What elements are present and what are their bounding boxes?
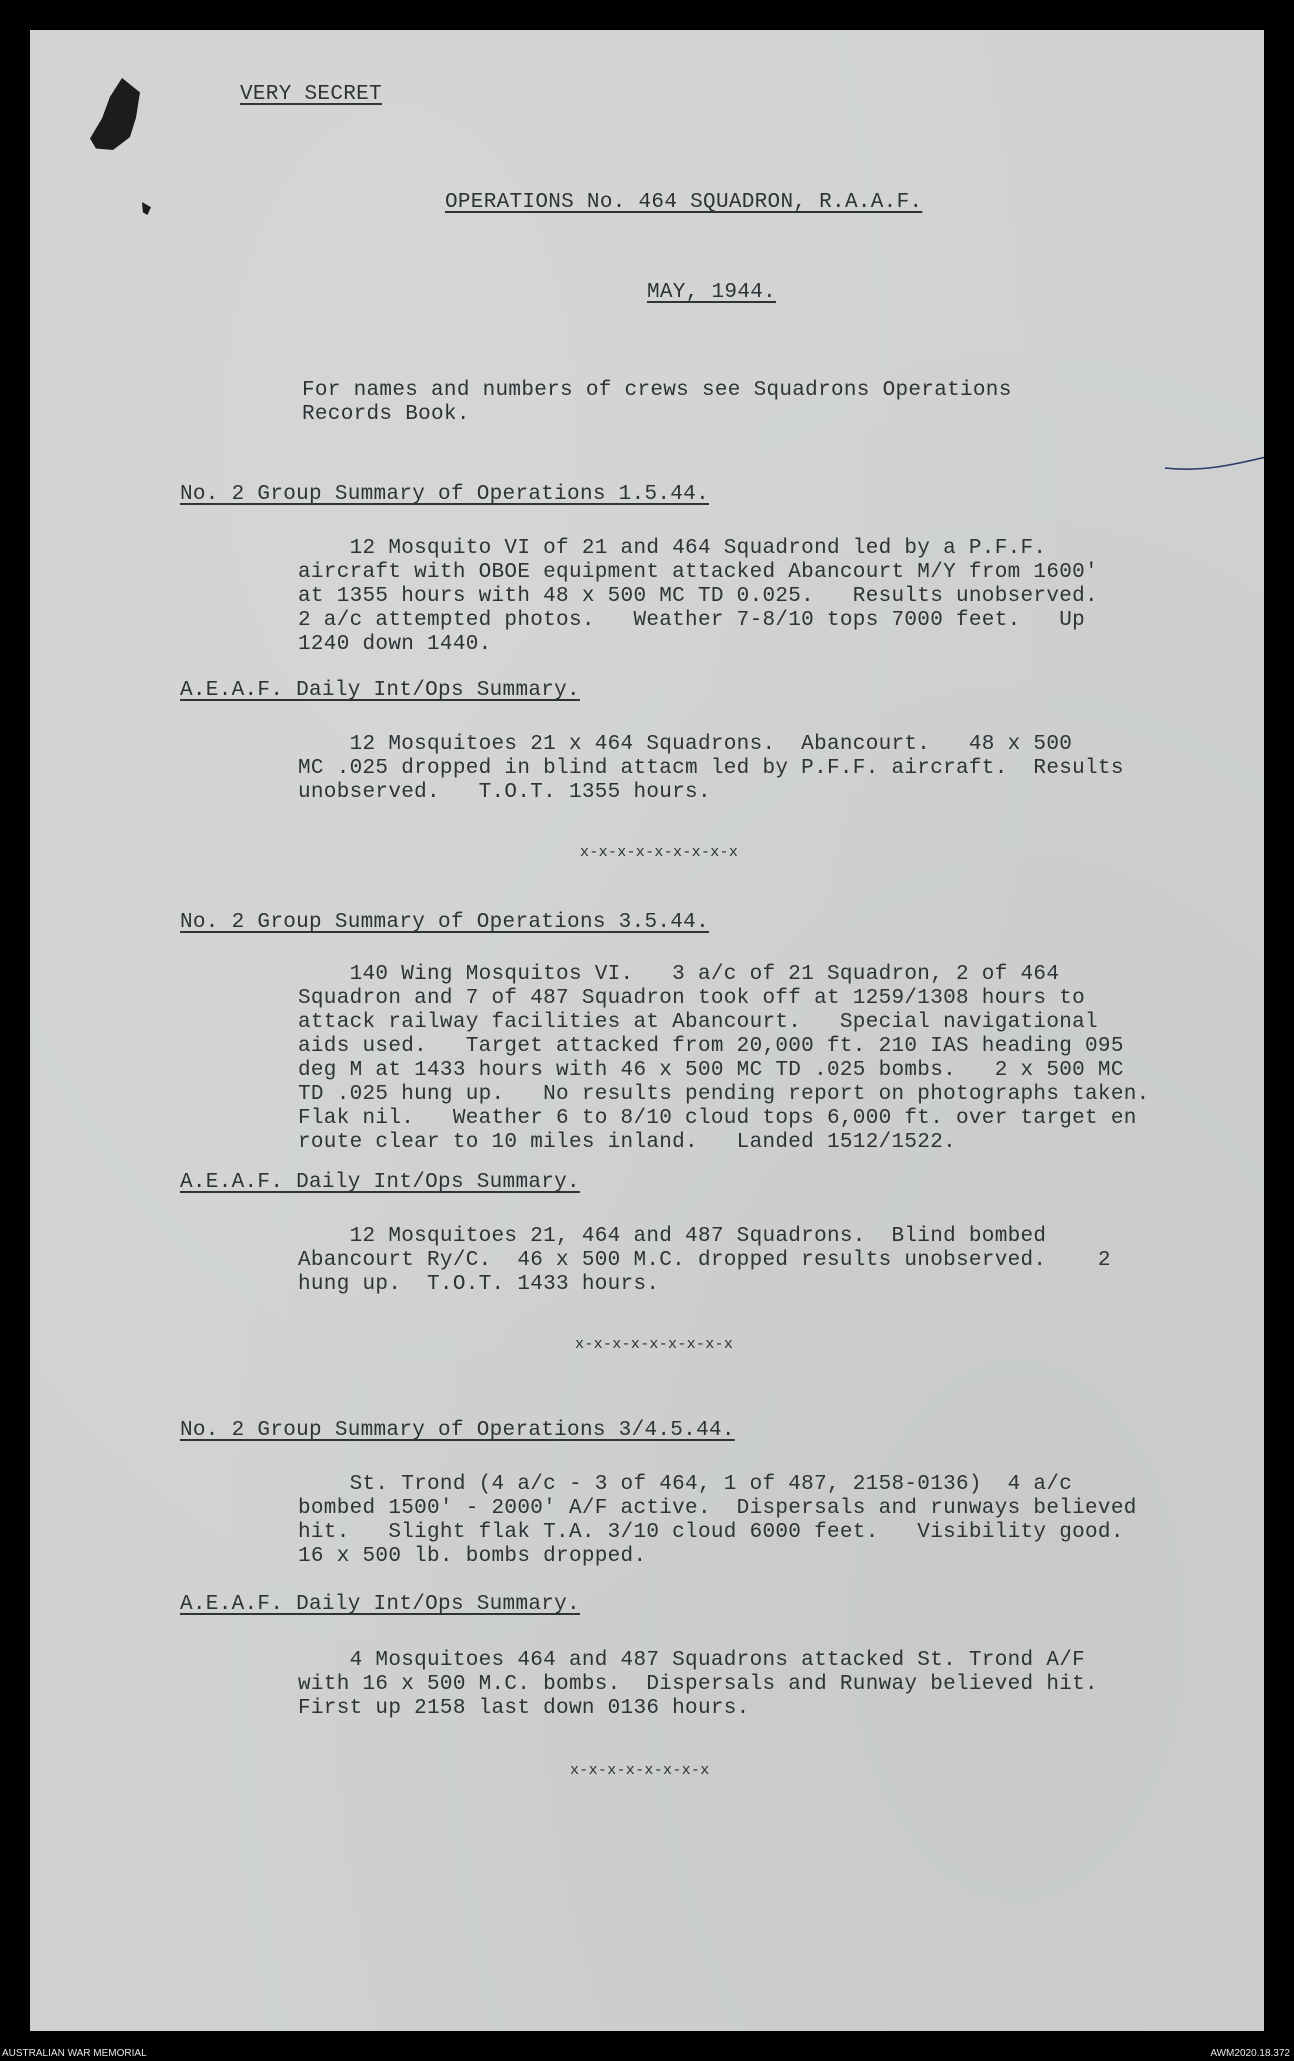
section-line: hung up. T.O.T. 1433 hours. [298,1273,660,1296]
section-line: unobserved. T.O.T. 1355 hours. [298,781,711,804]
document-page [30,30,1264,2031]
section-line: aircraft with OBOE equipment attacked Abancourt M/Y from 1600' [298,561,1098,584]
section-line: aids used. Target attacked from 20,000 ft. 210 IAS heading 095 [298,1035,1124,1058]
section-line: with 16 x 500 M.C. bombs. Dispersals and Runway believed hit. [298,1673,1098,1696]
section-line: TD .025 hung up. No results pending report on photographs taken. [298,1083,1150,1106]
section-line: 4 Mosquitoes 464 and 487 Squadrons attacked St. Trond A/F [298,1649,1086,1672]
document-title: OPERATIONS No. 464 SQUADRON, R.A.A.F. [445,191,923,214]
section-heading: A.E.A.F. Daily Int/Ops Summary. [180,1171,580,1194]
section-line: 2 a/c attempted photos. Weather 7-8/10 tops 7000 feet. Up [298,609,1086,632]
section-heading: No. 2 Group Summary of Operations 3/4.5.44. [180,1419,735,1442]
section-heading: A.E.A.F. Daily Int/Ops Summary. [180,679,580,702]
section-line: route clear to 10 miles inland. Landed 1512/1522. [298,1131,957,1154]
intro-line: Records Book. [302,403,470,426]
section-line: hit. Slight flak T.A. 3/10 cloud 6000 feet. Visibility good. [298,1521,1124,1544]
intro-line: For names and numbers of crews see Squadrons Operations [302,379,1012,402]
section-line: at 1355 hours with 48 x 500 MC TD 0.025. Results unobserved. [298,585,1098,608]
section-line: 1240 down 1440. [298,633,492,656]
section-line: 140 Wing Mosquitos VI. 3 a/c of 21 Squadron, 2 of 464 [298,963,1060,986]
section-line: 12 Mosquito VI of 21 and 464 Squadrond led by a P.F.F. [298,537,1047,560]
section-line: attack railway facilities at Abancourt. Special navigational [298,1011,1098,1034]
document-month: MAY, 1944. [647,281,777,304]
section-line: St. Trond (4 a/c - 3 of 464, 1 of 487, 2158-0136) 4 a/c [298,1473,1073,1496]
classification-label: VERY SECRET [240,83,382,106]
section-line: MC .025 dropped in blind attacm led by P.F.F. aircraft. Results [298,757,1124,780]
torn-corner-mark [90,78,140,150]
section-heading: A.E.A.F. Daily Int/Ops Summary. [180,1593,580,1616]
section-line: 16 x 500 lb. bombs dropped. [298,1545,647,1568]
section-line: deg M at 1433 hours with 46 x 500 MC TD .025 bombs. 2 x 500 MC [298,1059,1124,1082]
section-separator: x-x-x-x-x-x-x-x-x [575,1336,734,1353]
section-line: 12 Mosquitoes 21, 464 and 487 Squadrons. Blind bombed [298,1225,1047,1248]
section-separator: x-x-x-x-x-x-x-x [570,1762,710,1779]
section-line: First up 2158 last down 0136 hours. [298,1697,750,1720]
reference-number: AWM2020.18.372 [1210,2048,1290,2059]
section-heading: No. 2 Group Summary of Operations 1.5.44. [180,483,709,506]
section-line: 12 Mosquitoes 21 x 464 Squadrons. Abancourt. 48 x 500 [298,733,1073,756]
section-heading: No. 2 Group Summary of Operations 3.5.44. [180,911,709,934]
section-line: Flak nil. Weather 6 to 8/10 cloud tops 6,000 ft. over target en [298,1107,1137,1130]
archive-footer [0,2046,1294,2061]
section-line: Abancourt Ry/C. 46 x 500 M.C. dropped results unobserved. 2 [298,1249,1111,1272]
institution-label: AUSTRALIAN WAR MEMORIAL [2,2048,147,2059]
ink-mark [142,202,151,215]
pen-stroke-mark [1160,450,1264,490]
section-separator: x-x-x-x-x-x-x-x-x [580,844,739,861]
section-line: bombed 1500' - 2000' A/F active. Dispersals and runways believed [298,1497,1137,1520]
section-line: Squadron and 7 of 487 Squadron took off at 1259/1308 hours to [298,987,1086,1010]
